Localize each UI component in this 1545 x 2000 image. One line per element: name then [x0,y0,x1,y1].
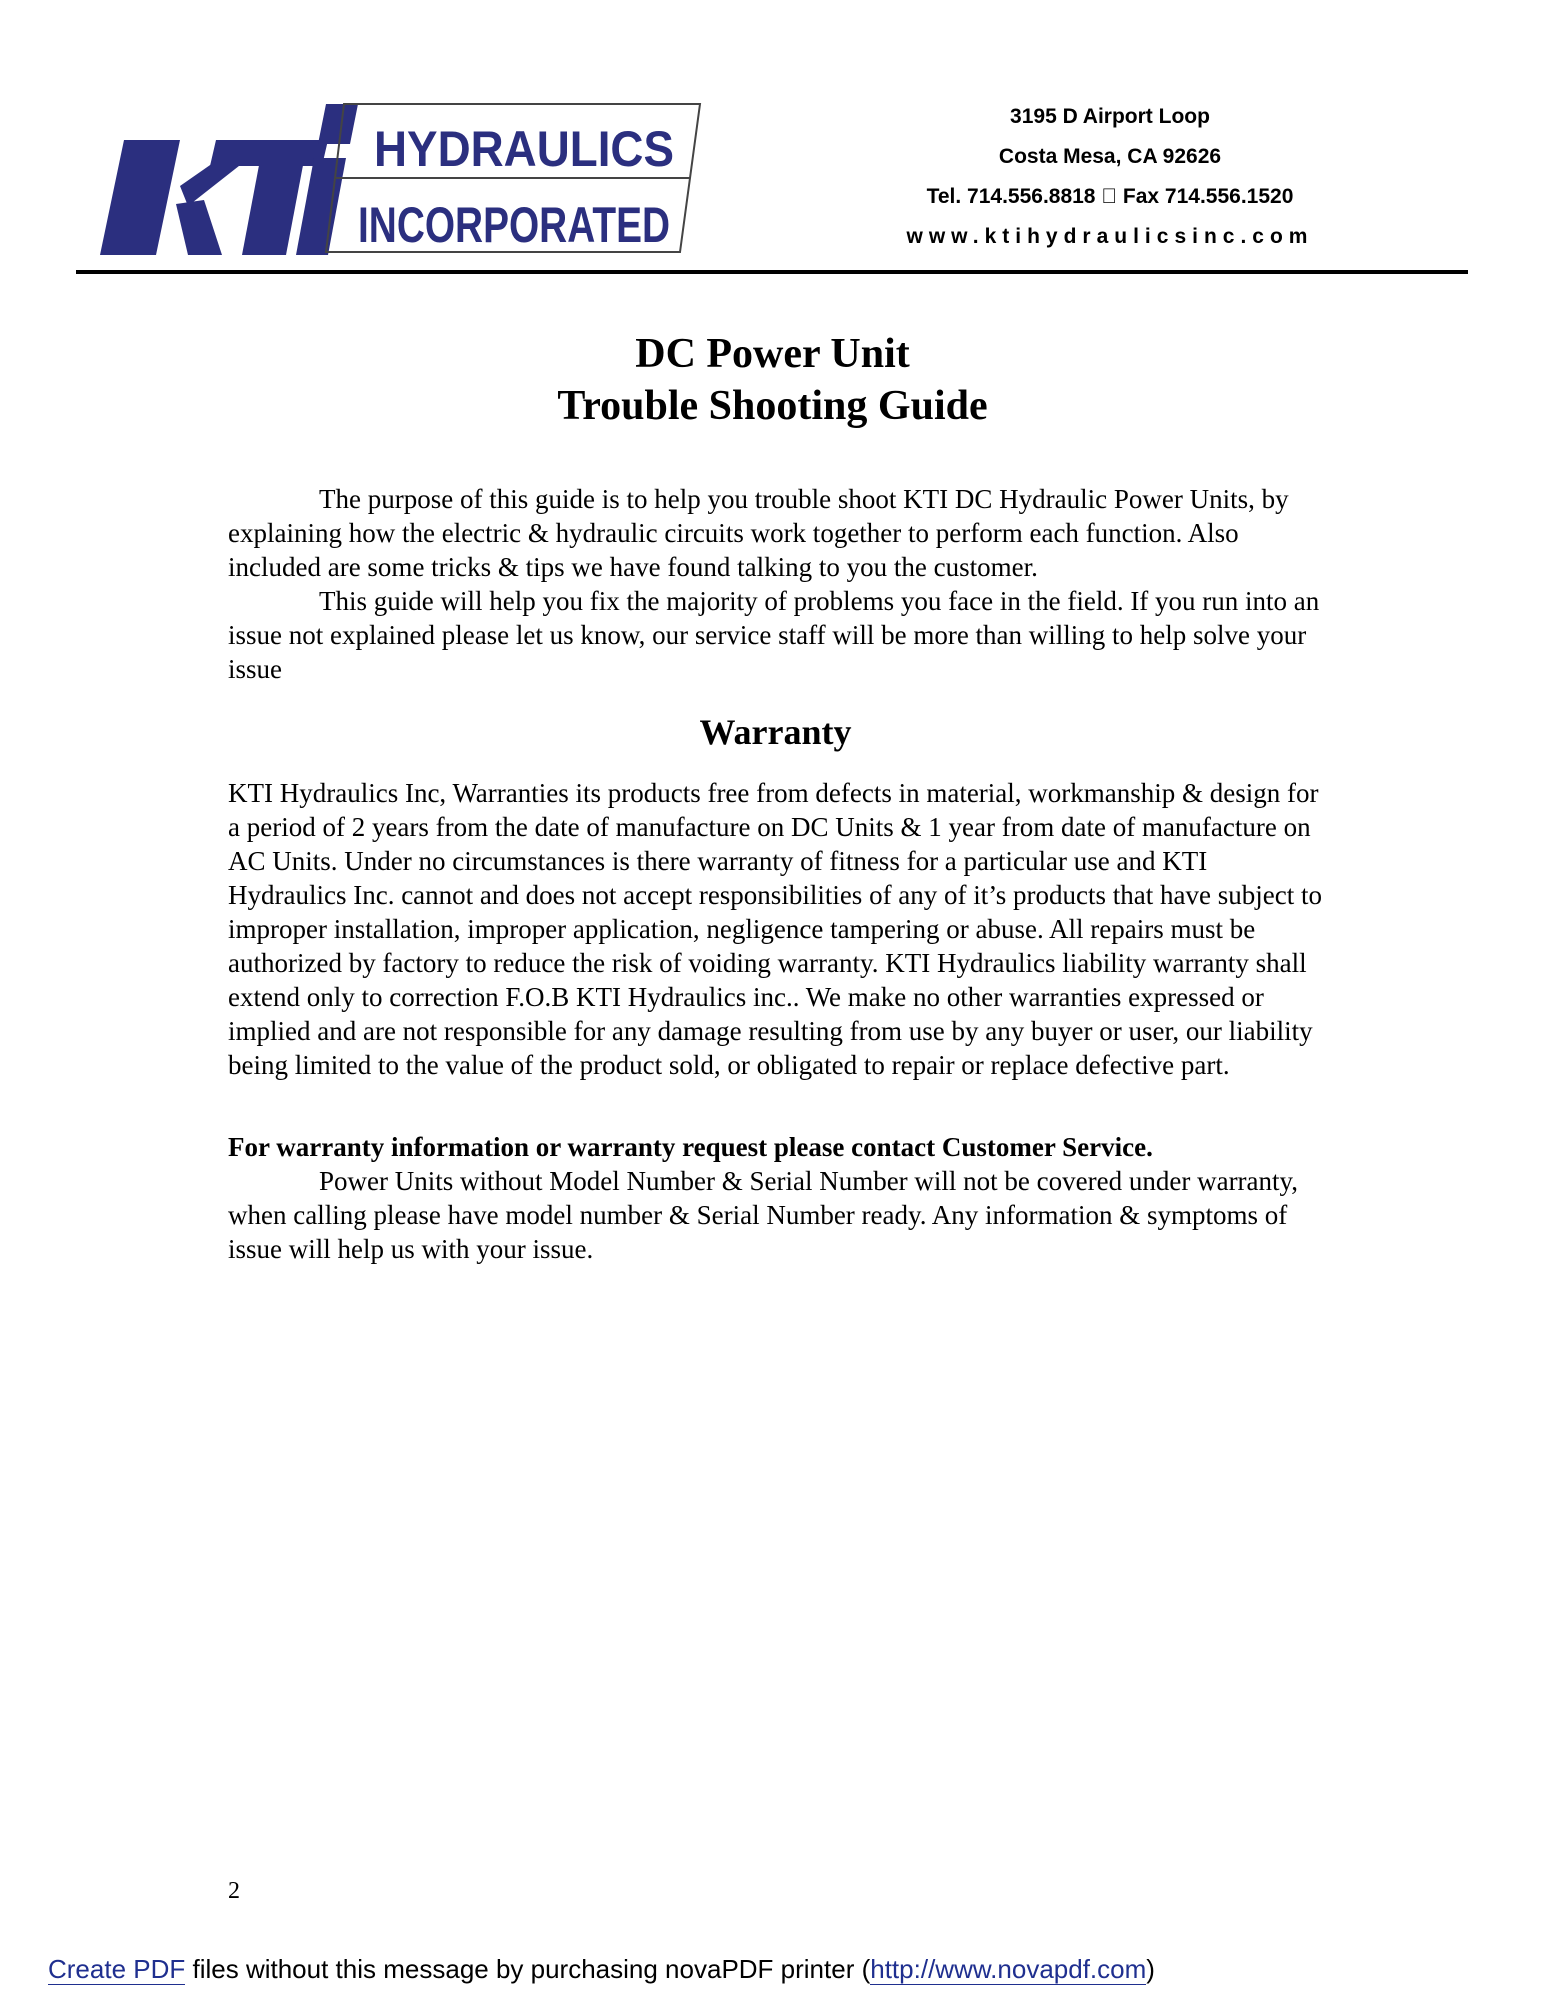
document-body [228,482,1323,1266]
title-line-2: Trouble Shooting Guide [557,383,988,429]
address-city: Costa Mesa, CA 92626 [998,145,1222,168]
warranty-heading: Warranty [699,712,852,752]
address-website: www.ktihydraulicsinc.com [906,225,1314,248]
footer-text: files without this message by purchasing novaPDF printer ( [185,1954,871,1984]
page-number: 2 [228,1878,240,1904]
footer-close-paren: ) [1146,1954,1155,1984]
title-line-1: DC Power Unit [635,331,910,377]
serial-number-paragraph: Power Units without Model Number & Serial Number will not be covered under warranty, when calling please have model number & Serial Number ready. Any information & symptoms of issue will help us with your issue. [228,1166,1299,1264]
company-address [860,100,1360,260]
intro-paragraph-2: This guide will help you fix the majority of problems you face in the field. If you run into an issue not explained please let us know, our service staff will be more than willing to help solve your issue [228,586,1320,684]
header-divider [76,270,1468,274]
pdf-footer [48,1954,1155,1985]
novapdf-url-link[interactable]: http://www.novapdf.com [870,1954,1147,1984]
document-title [0,328,1545,432]
logo-line1: HYDRAULICS [374,121,674,177]
intro-paragraph-1: The purpose of this guide is to help you trouble shoot KTI DC Hydraulic Power Units, by explaining how the electric & hydraulic circuits work together to perform each function. Also included are some tricks & tips we have found talking to you the customer. [228,484,1289,582]
company-logo [96,100,708,260]
warranty-paragraph: KTI Hydraulics Inc, Warranties its products free from defects in material, workmanship & design for a period of 2 years from the date of manufacture on DC Units & 1 year from date of manufacture on AC Units. Under no circumstances is there warranty of fitness for a particular use and KTI Hydraulics Inc. cannot and does not accept responsibilities of any of it’s products that have subject to improper installation, improper application, negligence tampering or abuse. All repairs must be authorized by factory to reduce the risk of voiding warranty. KTI Hydraulics liability warranty shall extend only to correction F.O.B KTI Hydraulics inc.. We make no other warranties expressed or implied and are not responsible for any damage resulting from use by any buyer or user, our liability being limited to the value of the product sold, or obligated to repair or replace defective part. [228,778,1322,1080]
address-phone-fax: Tel. 714.556.8818 Fax 714.556.1520 [937,185,1283,208]
address-street: 3195 D Airport Loop [1010,105,1210,128]
warranty-contact-note: For warranty information or warranty request please contact Customer Service. [228,1132,1153,1162]
create-pdf-link[interactable]: Create PDF [48,1954,186,1984]
logo-line2: INCORPORATED [358,197,670,253]
